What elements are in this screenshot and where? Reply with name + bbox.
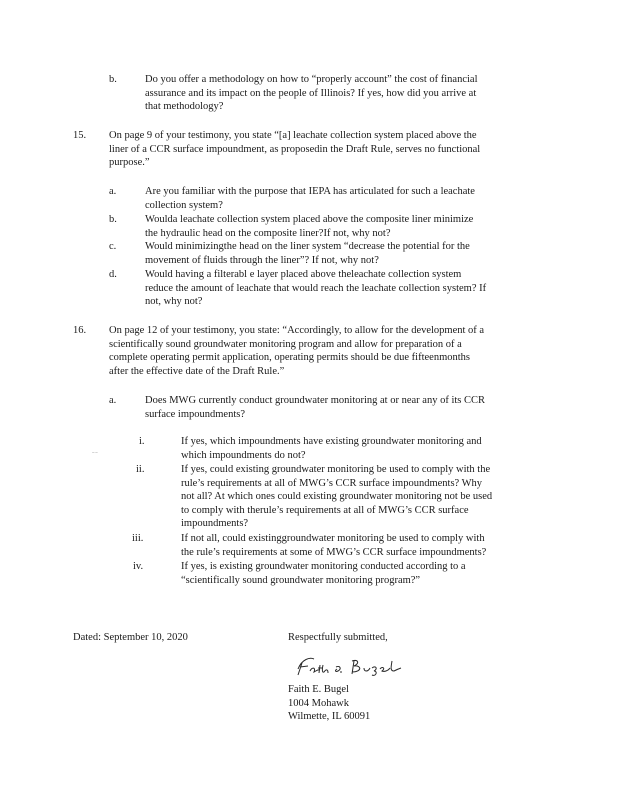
text-line: purpose.”	[109, 157, 150, 168]
text-line: liner of a CCR surface impoundment, as proposedin the Draft Rule, serves no functional	[109, 143, 481, 155]
item-text	[181, 463, 541, 531]
text-line: movement of fluids through the liner”? If not, why not?	[145, 254, 379, 266]
item-text	[181, 435, 536, 462]
text-line: On page 12 of your testimony, you state: “Accordingly, to allow for the development of a	[109, 325, 485, 336]
text-line: impoundments?	[181, 518, 249, 529]
item-text	[145, 240, 535, 267]
text-line: scientifically sound groundwater monitoring program and allow for preparation of a	[109, 338, 462, 350]
text-line: If yes, which impoundments have existing groundwater monitoring and	[181, 436, 482, 447]
address-line-1: 1004 Mohawk	[288, 697, 349, 709]
text-line: collection system?	[145, 199, 223, 211]
item-label: iv.	[133, 561, 144, 572]
item-label: ii.	[136, 464, 145, 475]
item-label: c.	[109, 241, 117, 252]
item-label: i.	[139, 436, 145, 447]
text-line: assurance and its impact on the people of Illinois? If yes, how did you arrive at	[145, 87, 477, 99]
text-line: complete operating permit application, operating permits should be due fifteenmonths	[109, 352, 470, 363]
item-label: b.	[109, 74, 117, 85]
text-line: reduce the amount of leachate that would reach the leachate collection system? If	[145, 282, 487, 294]
text-line: “scientifically sound groundwater monitoring program?”	[181, 574, 421, 586]
text-line: Are you familiar with the purpose that IEPA has articulated for such a leachate	[145, 186, 475, 197]
item-text	[109, 129, 534, 170]
text-line: after the effective date of the Draft Rule.”	[109, 365, 285, 377]
text-line: not, why not?	[145, 296, 203, 307]
item-label: 15.	[73, 130, 87, 141]
item-text	[145, 73, 525, 114]
item-text	[145, 268, 540, 309]
text-line: that methodology?	[145, 101, 224, 112]
signature-block	[288, 683, 370, 724]
item-label: d.	[109, 269, 117, 280]
text-line: which impoundments do not?	[181, 449, 306, 461]
text-line: the hydraulic head on the composite liner?If not, why not?	[145, 227, 391, 239]
text-line: to comply with therule’s requirements at all of MWG’s CCR surface	[181, 504, 469, 516]
item-text	[181, 560, 521, 587]
item-text	[109, 324, 541, 378]
item-label: 16.	[73, 325, 87, 336]
item-text	[181, 532, 531, 559]
text-line: On page 9 of your testimony, you state “[a] leachate collection system placed above the	[109, 130, 477, 141]
address-line-2: Wilmette, IL 60091	[288, 711, 371, 722]
signature-text: Faith E. Bugel	[92, 453, 98, 454]
signer-name: Faith E. Bugel	[288, 684, 349, 695]
item-text	[145, 394, 535, 421]
item-text	[145, 185, 535, 212]
text-line: Do you offer a methodology on how to “properly account” the cost of financial	[145, 74, 478, 85]
item-label: a.	[109, 186, 117, 197]
date-line: Dated: September 10, 2020	[73, 632, 188, 643]
text-line: Woulda leachate collection system placed above the composite liner minimize	[145, 214, 474, 225]
text-line: If yes, is existing groundwater monitoring conducted according to a	[181, 561, 466, 572]
text-line: Would having a filterabl e layer placed above theleachate collection system	[145, 269, 462, 280]
text-line: If not all, could existinggroundwater monitoring be used to comply with	[181, 533, 485, 544]
item-text	[145, 213, 535, 240]
closing-text: Respectfully submitted,	[288, 632, 388, 643]
text-line: rule’s requirements at all of MWG’s CCR surface impoundments? Why	[181, 477, 483, 489]
text-line: the rule’s requirements at some of MWG’s CCR surface impoundments?	[181, 546, 487, 558]
item-label: b.	[109, 214, 117, 225]
item-label: iii.	[132, 533, 144, 544]
text-line: If yes, could existing groundwater monitoring be used to comply with the	[181, 464, 491, 475]
text-line: not all? At which ones could existing groundwater monitoring not be used	[181, 491, 493, 502]
text-line: Would minimizingthe head on the liner system “decrease the potential for the	[145, 241, 470, 252]
item-label: a.	[109, 395, 117, 406]
text-line: Does MWG currently conduct groundwater monitoring at or near any of its CCR	[145, 395, 486, 406]
text-line: surface impoundments?	[145, 408, 246, 420]
